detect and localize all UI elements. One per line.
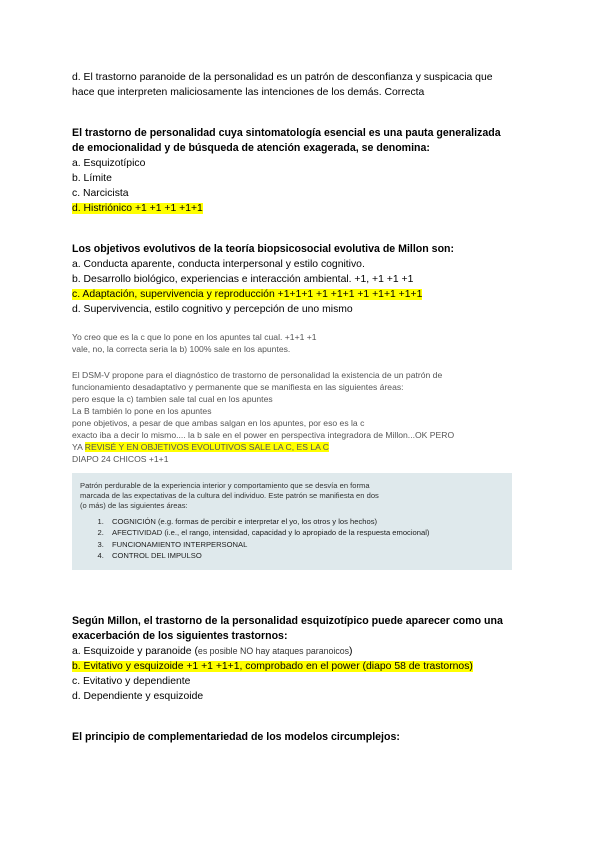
option-b-highlighted: b. Evitativo y esquizoide +1 +1 +1+1, comprobado en el power (diapo 58 de trastornos) <box>72 660 473 672</box>
question-title-line1: El trastorno de personalidad cuya sintomatología esencial es una pauta generalizada <box>72 127 501 139</box>
option-a-note: es posible NO hay ataques paranoicos <box>197 645 350 656</box>
question-esquizotipico <box>72 614 532 704</box>
question-title: Los objetivos evolutivos de la teoría biopsicosocial evolutiva de Millon son: <box>72 243 455 255</box>
slide-list-item: 2. AFECTIVIDAD (i.e., el rango, intensidad, capacidad y lo apropiado de la respuesta emocional) <box>106 527 502 539</box>
slide-list-item: 3. FUNCIONAMIENTO INTERPERSONAL <box>106 539 502 551</box>
question-title-line2: exacerbación de los siguientes trastornos: <box>72 629 288 642</box>
option-a-close: ) <box>349 645 353 657</box>
slide-intro-line: Patrón perdurable de la experiencia interior y comportamiento que se desvía en forma <box>80 481 370 490</box>
comment-prefix: YA <box>72 442 85 452</box>
comment-line <box>72 441 532 453</box>
option-c-highlighted: c. Adaptación, supervivencia y reproducción +1+1+1 +1 +1+1 +1 +1+1 +1+1 <box>72 289 423 300</box>
question-title-line1: Según Millon, el trastorno de la personalidad esquizotípico puede aparecer como una <box>72 614 503 627</box>
comment-line: DIAPO 24 CHICOS +1+1 <box>72 454 169 464</box>
comment-highlight: REVISÉ Y EN OBJETIVOS EVOLUTIVOS SALE LA C, ES LA C <box>84 442 329 452</box>
embedded-slide-image <box>72 473 512 570</box>
question-title-line2: de emocionalidad y de búsqueda de atención exagerada, se denomina: <box>72 142 430 154</box>
slide-list-item: 4. CONTROL DEL IMPULSO <box>106 550 502 562</box>
option-a <box>72 644 532 659</box>
option-a-text: a. Esquizoide y paranoide ( <box>72 645 198 657</box>
slide-intro-line: (o más) de las siguientes áreas: <box>80 501 188 511</box>
slide-list <box>80 516 502 562</box>
comment-line: Yo creo que es la c que lo pone en los apuntes tal cual. +1+1 +1 <box>72 332 317 342</box>
comment-line: pero esque la c) tambien sale tal cual en los apuntes <box>72 394 273 404</box>
question-millon-objetivos <box>72 242 532 570</box>
option-d: d. Supervivencia, estilo cognitivo y percepción de uno mismo <box>72 304 353 315</box>
comment-line: pone objetivos, a pesar de que ambas salgan en los apuntes, por eso es la c <box>72 418 365 428</box>
option-a: a. Esquizotípico <box>72 158 146 169</box>
option-a: a. Conducta aparente, conducta interpersonal y estilo cognitivo. <box>72 259 365 270</box>
comment-line: vale, no, la correcta seria la b) 100% sale en los apuntes. <box>72 344 291 354</box>
option-d: d. Dependiente y esquizoide <box>72 690 204 702</box>
option-d-highlighted: d. Histriónico +1 +1 +1 +1+1 <box>72 203 203 214</box>
question-title: El principio de complementariedad de los modelos circumplejos: <box>72 730 400 743</box>
comment-line: La B también lo pone en los apuntes <box>72 406 212 416</box>
intro-answer-line1: d. El trastorno paranoide de la personalidad es un patrón de desconfianza y suspicacia que <box>72 72 493 83</box>
comment-line: exacto iba a decir lo mismo.... la b sale en el power en perspectiva integradora de Millon...OK PERO <box>72 430 455 440</box>
question-histrionico <box>72 126 532 216</box>
slide-intro-line: marcada de las expectativas de la cultura del individuo. Este patrón se manifiesta en dos <box>80 491 379 501</box>
comment-line: El DSM-V propone para el diagnóstico de trastorno de personalidad la existencia de un patrón de <box>72 370 443 380</box>
option-c: c. Narcicista <box>72 188 129 199</box>
option-b: b. Límite <box>72 173 112 184</box>
comment-line: funcionamiento desadaptativo y permanente que se manifiesta en las siguientes áreas: <box>72 382 404 392</box>
slide-list-item: 1. COGNICIÓN (e.g. formas de percibir e interpretar el yo, los otros y los hechos) <box>106 516 502 528</box>
document-page <box>72 70 532 745</box>
option-b: b. Desarrollo biológico, experiencias e interacción ambiental. +1, +1 +1 +1 <box>72 274 414 285</box>
option-c: c. Evitativo y dependiente <box>72 675 191 687</box>
intro-answer-line2: hace que interpreten maliciosamente las intenciones de los demás. Correcta <box>72 87 425 98</box>
